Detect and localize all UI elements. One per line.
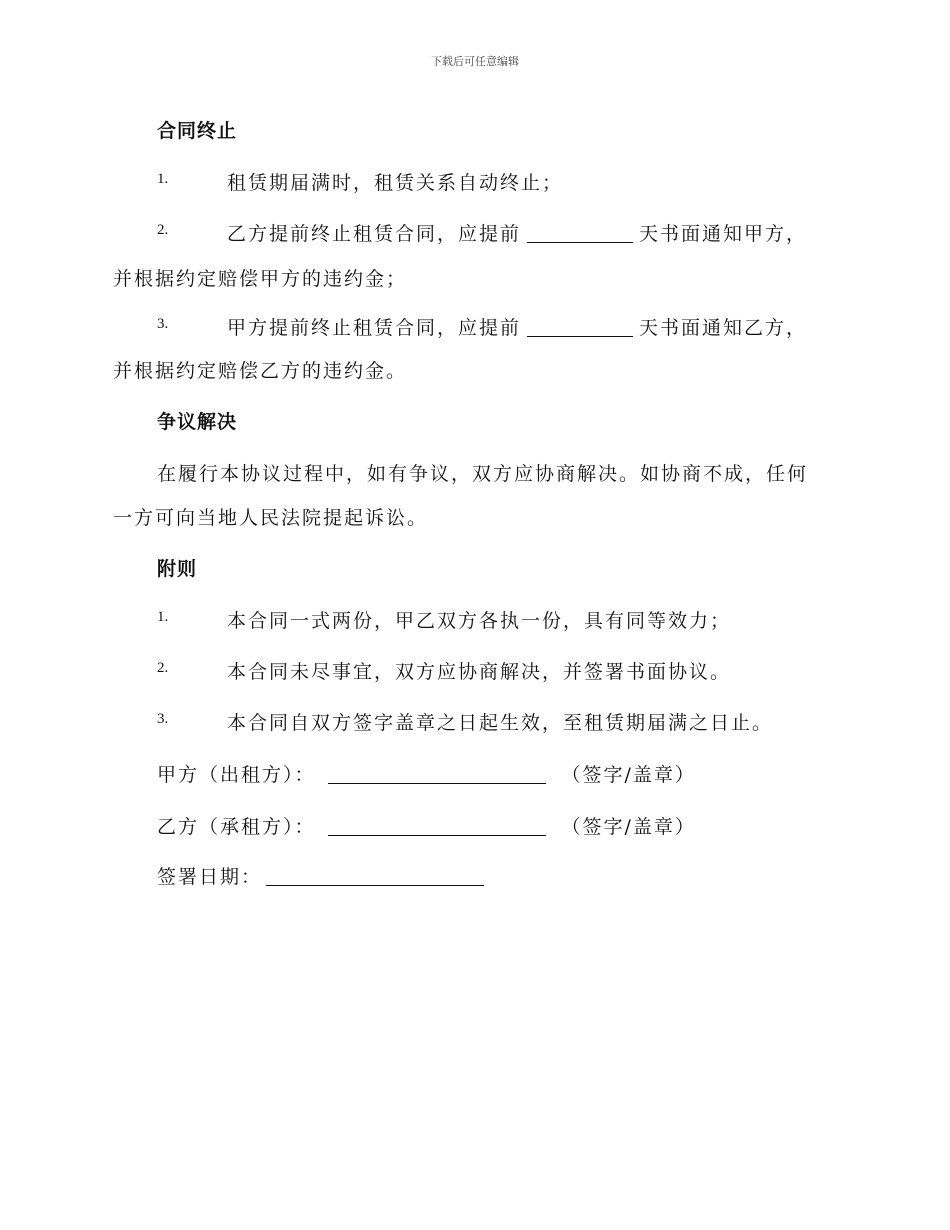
page-header: 下载后可任意编辑 [431,55,519,68]
signing-date-label: 签署日期： [157,866,263,888]
appendix-item-3-number: 3. [157,711,169,727]
signing-date-field[interactable] [266,884,484,886]
party-a-label: 甲方（出租方）： [157,764,316,786]
dispute-paragraph-line-2: 一方可向当地人民法院提起诉讼。 [113,507,429,529]
dispute-heading: 争议解决 [157,411,238,433]
party-a-sign-note: （签字/盖章） [561,764,696,786]
appendix-item-1-text: 本合同一式两份，甲乙双方各执一份，具有同等效力； [227,610,732,632]
termination-item-3-text-after: 天书面通知乙方， [639,317,808,339]
appendix-item-2-text: 本合同未尽事宜，双方应协商解决，并签署书面协议。 [227,661,732,683]
termination-item-2-text-before: 乙方提前终止租赁合同，应提前 [227,223,522,245]
termination-item-3-text [227,313,807,340]
termination-item-2-text-after: 天书面通知甲方， [639,223,808,245]
termination-item-3-text-before: 甲方提前终止租赁合同，应提前 [227,317,522,339]
notice-days-blank[interactable] [527,335,633,337]
termination-item-1-number: 1. [157,171,169,187]
termination-item-2-text [227,219,807,246]
termination-item-2-continuation: 并根据约定赔偿甲方的违约金； [113,268,408,290]
termination-heading: 合同终止 [157,120,238,142]
notice-days-blank[interactable] [527,241,633,243]
appendix-heading: 附则 [157,558,198,580]
party-b-label: 乙方（承租方）： [157,816,316,838]
party-b-signature-field[interactable] [328,834,546,836]
party-a-signature-field[interactable] [328,782,546,784]
dispute-paragraph-line-1: 在履行本协议过程中，如有争议，双方应协商解决。如协商不成，任何 [157,463,809,485]
party-b-signature-row [157,812,696,839]
appendix-item-2-number: 2. [157,660,169,676]
party-b-sign-note: （签字/盖章） [561,816,696,838]
appendix-item-3-text: 本合同自双方签字盖章之日起生效，至租赁期届满之日止。 [227,712,774,734]
signing-date-row [157,862,484,889]
termination-item-3-number: 3. [157,316,169,332]
party-a-signature-row [157,760,696,787]
termination-item-1-text: 租赁期届满时，租赁关系自动终止； [227,172,564,194]
termination-item-2-number: 2. [157,222,169,238]
termination-item-3-continuation: 并根据约定赔偿乙方的违约金。 [113,360,408,382]
appendix-item-1-number: 1. [157,609,169,625]
